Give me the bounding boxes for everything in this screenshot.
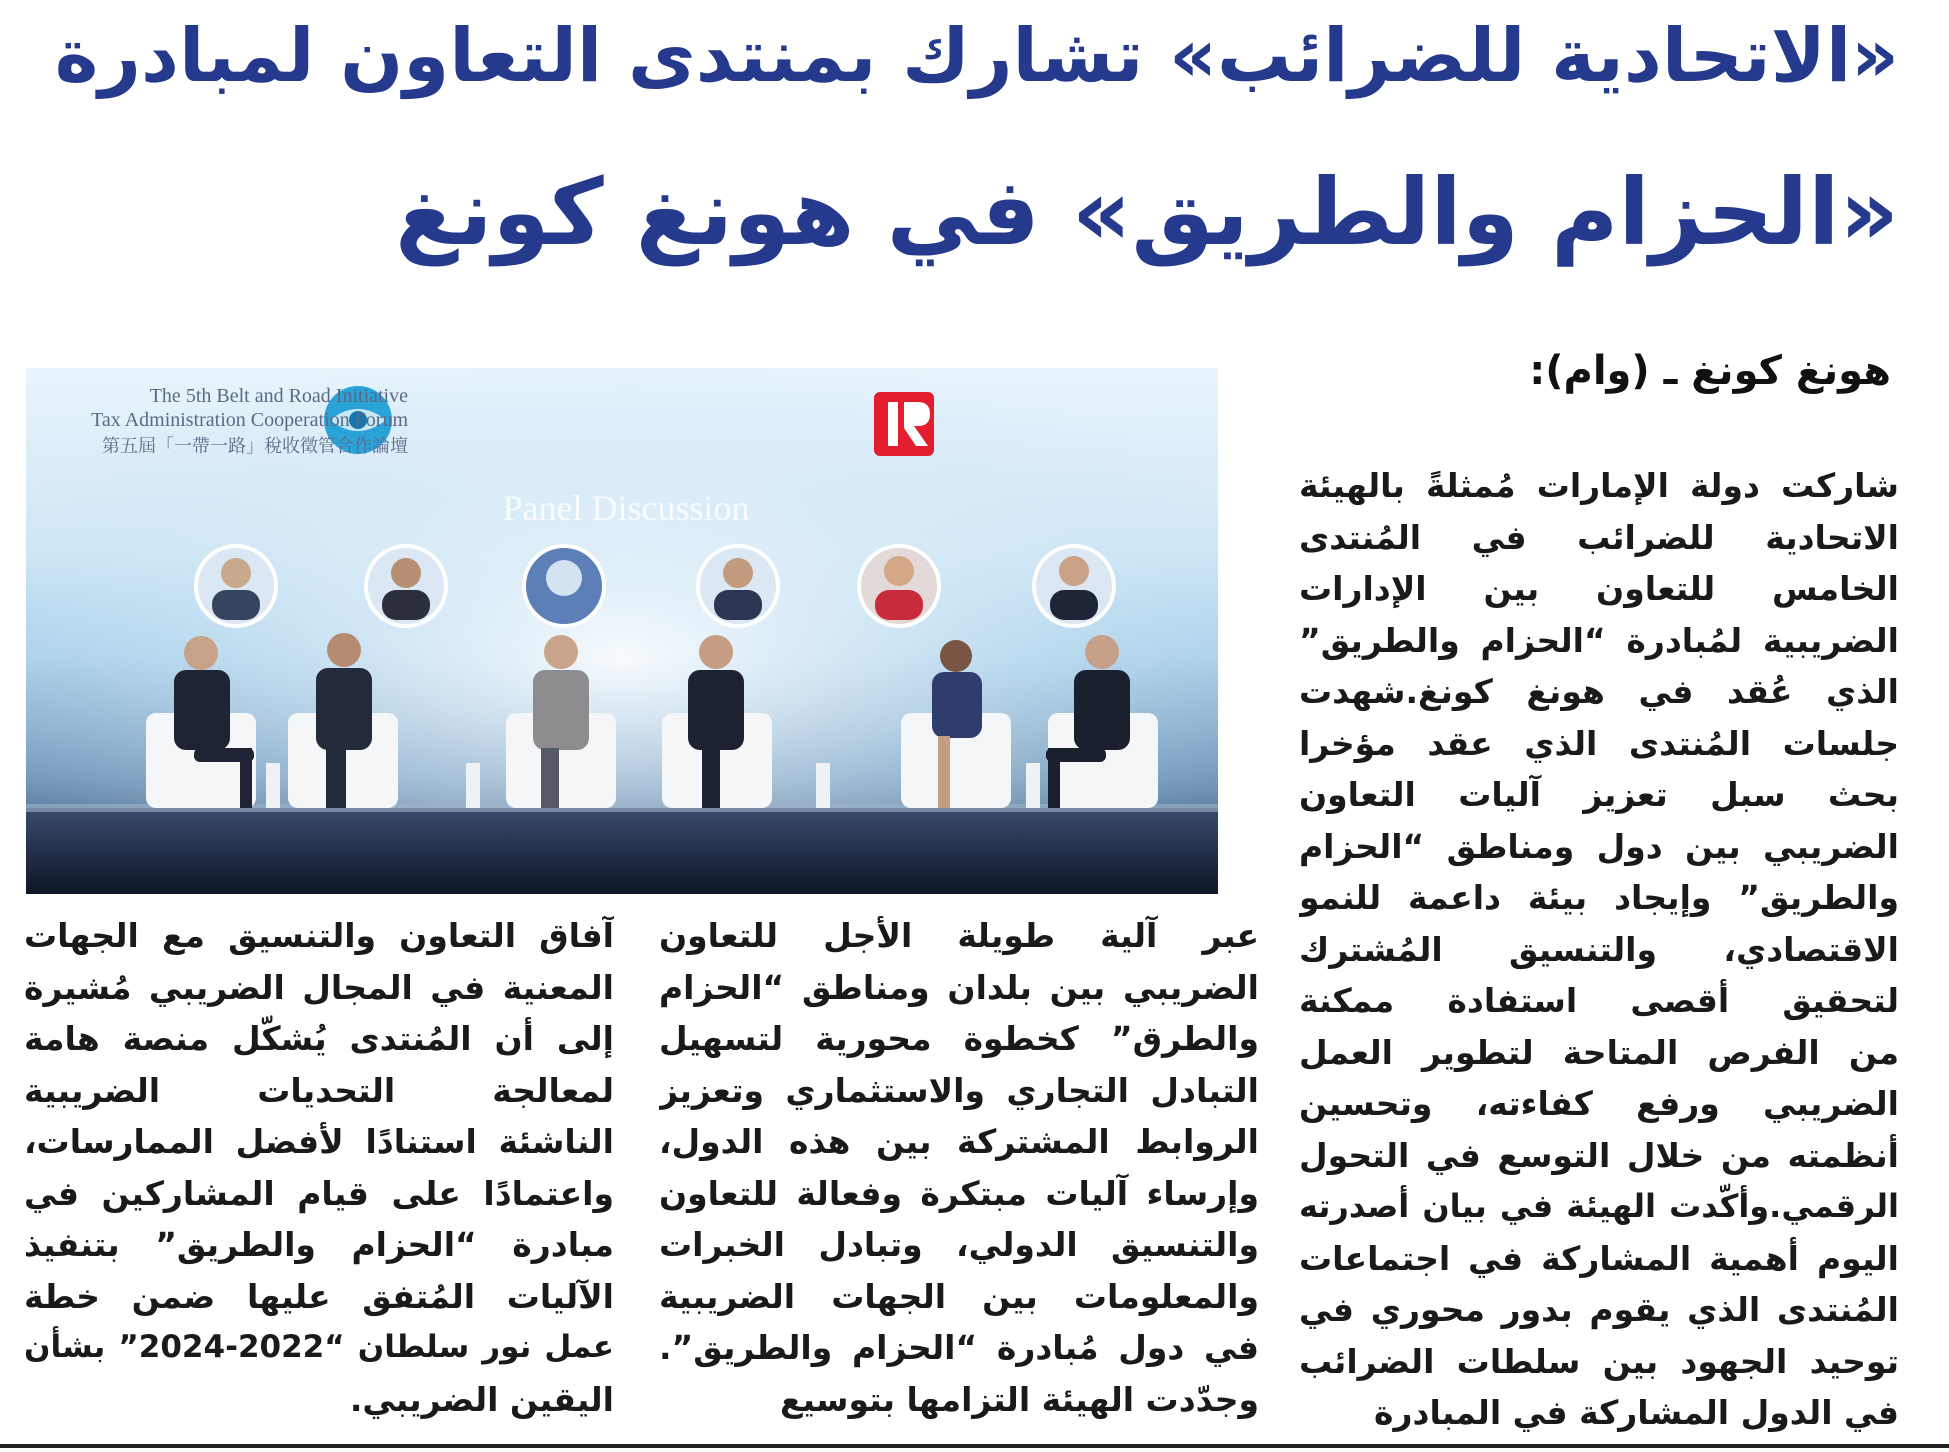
article-line: في الدول المشاركة في المبادرة bbox=[1374, 1393, 1899, 1432]
article-column-left bbox=[24, 910, 614, 1425]
article-line: الضريبي بين بلدان ومناطق “الحزام bbox=[659, 967, 1259, 1007]
article-line: والتنسيق الدولي، وتبادل الخبرات bbox=[659, 1225, 1259, 1264]
article-line: لمعالجة التحديات الضريبية bbox=[24, 1070, 614, 1110]
article-line: اليقين الضريبي. bbox=[349, 1379, 614, 1419]
headline-line-2: «الحزام والطريق» في هونغ كونغ bbox=[395, 159, 1899, 266]
article-line: مبادرة “الحزام والطريق” بتنفيذ bbox=[24, 1225, 614, 1264]
article-line: توحيد الجهود بين سلطات الضرائب bbox=[1299, 1341, 1899, 1381]
article-line: الضريبي بين دول ومناطق “الحزام bbox=[1299, 826, 1899, 866]
stage-scene bbox=[26, 368, 1218, 894]
article-line: في دول مُبادرة “الحزام والطريق”. bbox=[659, 1328, 1259, 1367]
article-line: التبادل التجاري والاستثماري وتعزيز bbox=[659, 1070, 1259, 1110]
article-line: المُنتدى الذي يقوم بدور محوري في bbox=[1299, 1290, 1899, 1329]
bottom-rule bbox=[0, 1444, 1949, 1448]
article-line: إلى أن المُنتدى يُشكّل منصة هامة bbox=[24, 1019, 614, 1058]
article-line: عمل نور سلطان “2022-2024” بشأن bbox=[24, 1329, 614, 1365]
article-line: الآليات المُتفق عليها ضمن خطة bbox=[24, 1276, 614, 1316]
article-line: الضريبية لمُبادرة “الحزام والطريق” bbox=[1299, 620, 1899, 660]
ird-logo-icon bbox=[874, 392, 934, 456]
article-line: الناشئة استنادًا لأفضل الممارسات، bbox=[24, 1122, 614, 1161]
article-line: الاقتصادي، والتنسيق المُشترك bbox=[1299, 929, 1899, 969]
article-column-middle bbox=[659, 910, 1259, 1425]
article-line: من الفرص المتاحة لتطوير العمل bbox=[1299, 1032, 1899, 1072]
article-line: المعنية في المجال الضريبي مُشيرة bbox=[24, 967, 614, 1007]
dateline: هونغ كونغ ـ (وام): bbox=[1529, 348, 1891, 394]
banner-line-3: 第五屆「一帶一路」稅收徵管合作論壇 bbox=[102, 436, 408, 457]
banner-subtitle: Panel Discussion bbox=[502, 488, 750, 528]
article-line: وجدّدت الهيئة التزامها بتوسيع bbox=[780, 1379, 1259, 1419]
article-line: الخامس للتعاون بين الإدارات bbox=[1299, 569, 1899, 608]
article-line: والطريق” وإيجاد بيئة داعمة للنمو bbox=[1299, 878, 1899, 917]
article-line: الرقمي.وأكّدت الهيئة في بيان أصدرته bbox=[1299, 1187, 1899, 1225]
article-line: آفاق التعاون والتنسيق مع الجهات bbox=[24, 916, 614, 955]
article-photo bbox=[26, 368, 1218, 894]
article-line: أنظمته من خلال التوسع في التحول bbox=[1299, 1135, 1899, 1175]
article-line: عبر آلية طويلة الأجل للتعاون bbox=[659, 916, 1259, 955]
article-line: واعتمادًا على قيام المشاركين في bbox=[24, 1173, 614, 1213]
headline-line-1: «الاتحادية للضرائب» تشارك بمنتدى التعاون لمبادرة bbox=[54, 13, 1899, 99]
article-line: بحث سبل تعزيز آليات التعاون bbox=[1299, 775, 1899, 814]
article-line: اليوم أهمية المشاركة في اجتماعات bbox=[1299, 1238, 1899, 1278]
article-line: جلسات المُنتدى الذي عقد مؤخرا bbox=[1299, 723, 1899, 763]
banner-line-2: Tax Administration Cooperation Forum bbox=[91, 409, 408, 431]
article-column-right bbox=[1299, 460, 1899, 1439]
article-line: الضريبي ورفع كفاءته، وتحسين bbox=[1299, 1084, 1899, 1123]
article-line: الاتحادية للضرائب في المُنتدى bbox=[1299, 517, 1899, 557]
banner-line-1: The 5th Belt and Road Initiative bbox=[149, 385, 408, 407]
article-line: والمعلومات بين الجهات الضريبية bbox=[659, 1276, 1259, 1316]
article-line: الروابط المشتركة بين هذه الدول، bbox=[659, 1122, 1259, 1161]
article-line: والطرق” كخطوة محورية لتسهيل bbox=[659, 1019, 1259, 1058]
article-line: الذي عُقد في هونغ كونغ.شهدت bbox=[1299, 672, 1899, 711]
stage-floor bbox=[26, 808, 1218, 894]
article-line: شاركت دولة الإمارات مُمثلةً بالهيئة bbox=[1299, 466, 1899, 505]
article-line: لتحقيق أقصى استفادة ممكنة bbox=[1299, 981, 1899, 1020]
article-line: وإرساء آليات مبتكرة وفعالة للتعاون bbox=[659, 1173, 1259, 1213]
